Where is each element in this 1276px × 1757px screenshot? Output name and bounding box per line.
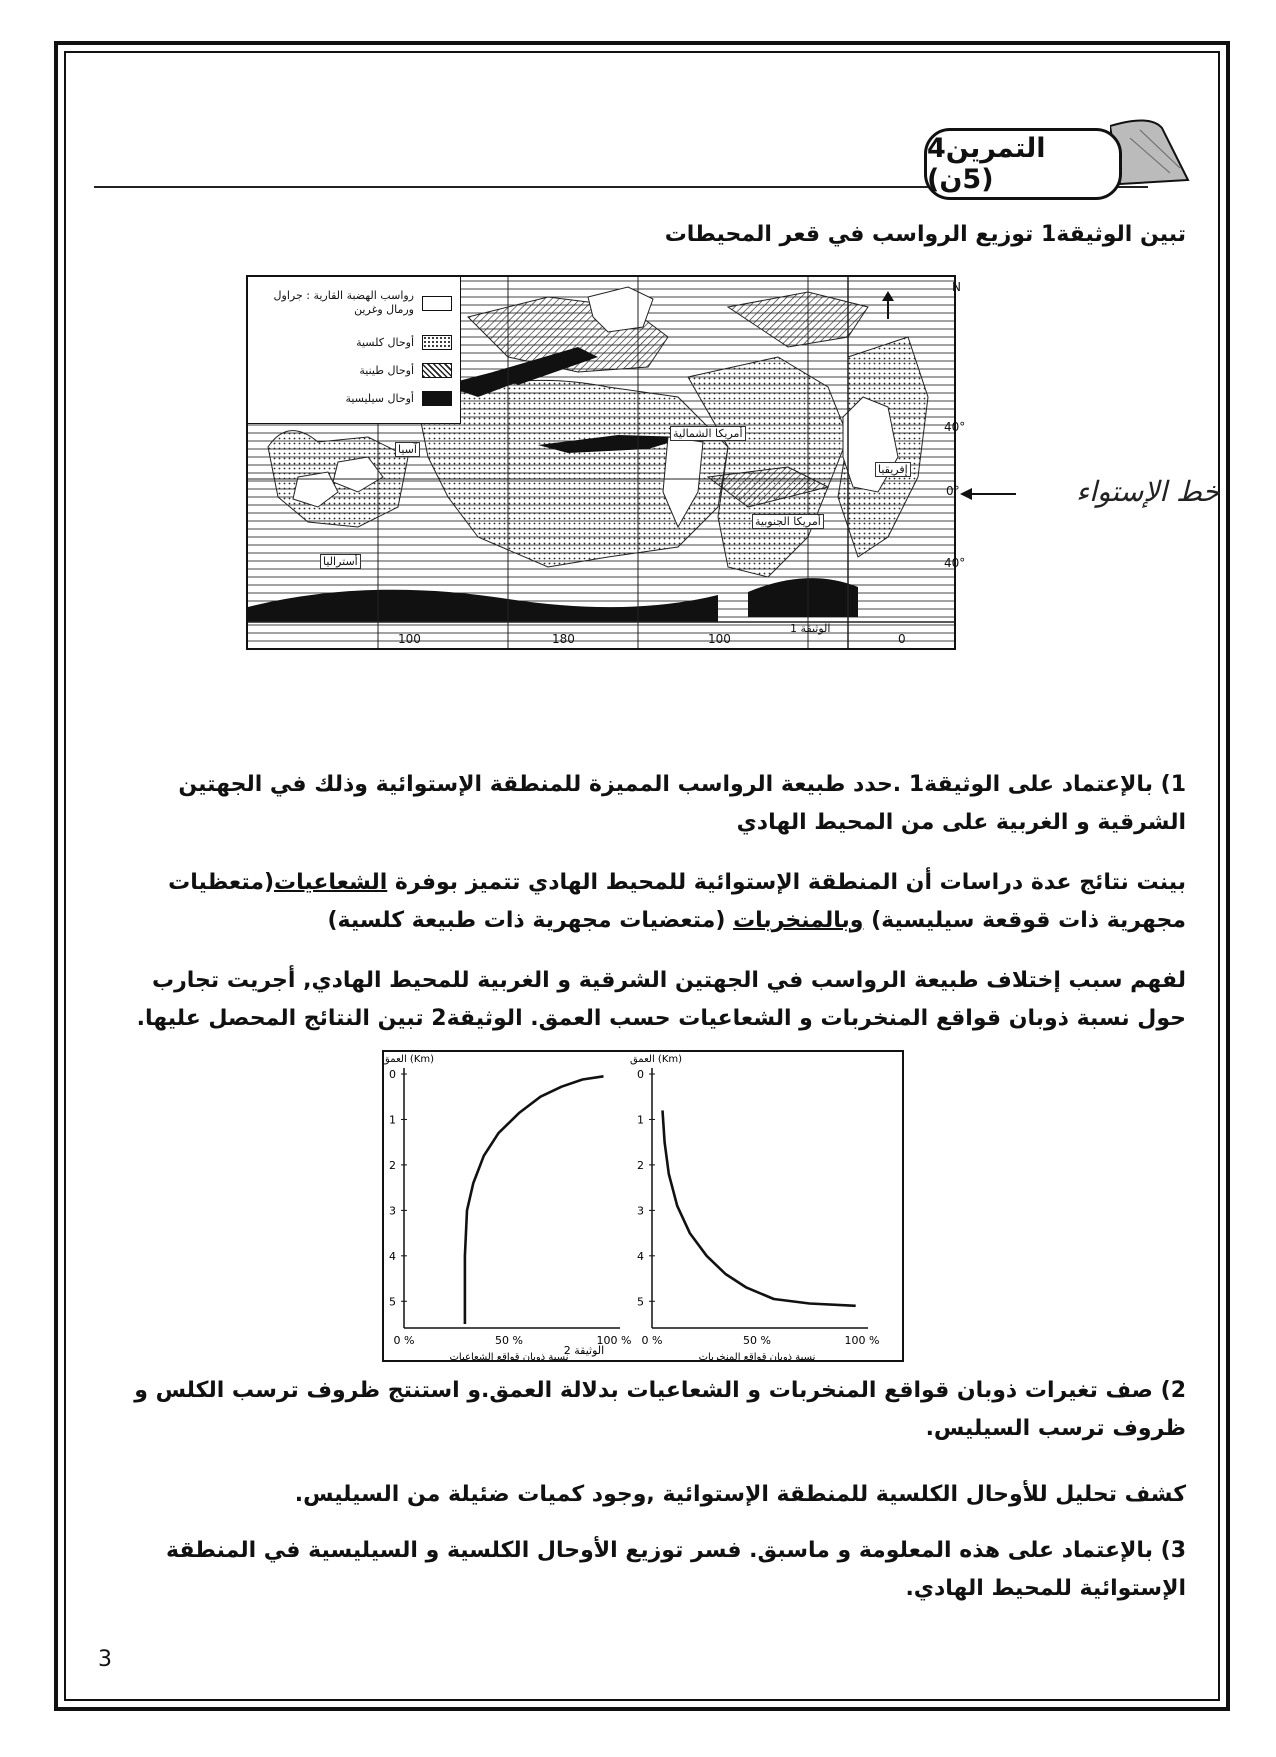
radiolarians-term: الشعاعيات xyxy=(274,870,388,895)
x-tick-label: 0 % xyxy=(393,1334,415,1347)
question-2 xyxy=(96,1372,1186,1448)
question-1-number: 1) xyxy=(1160,772,1186,797)
y-tick-label: 5 xyxy=(389,1295,396,1309)
dissolution-curve xyxy=(465,1076,604,1324)
legend-item xyxy=(345,391,452,406)
dissolution-graphs xyxy=(382,1050,904,1362)
map-legend xyxy=(248,277,461,424)
x-tick-label: 0 % xyxy=(641,1334,663,1347)
lon-tick: 100 xyxy=(398,632,421,646)
page-number: 3 xyxy=(98,1647,112,1672)
legend-label: أوحال كلسية xyxy=(356,336,414,349)
y-axis-label: العمق (Km) xyxy=(384,1054,435,1065)
paragraph-studies-post: (متعضيات مجهرية ذات طبيعة كلسية) xyxy=(327,908,734,933)
legend-label: أوحال طينية xyxy=(359,364,414,377)
dissolution-curve xyxy=(663,1110,856,1305)
legend-label: أوحال سيليسية xyxy=(345,392,414,405)
map-label-north-america: أمريكا الشمالية xyxy=(670,426,746,441)
y-axis-label: العمق (Km) xyxy=(629,1054,683,1065)
graphs-svg xyxy=(384,1052,902,1360)
lat-tick: 40° xyxy=(944,556,966,570)
page-curl-decoration xyxy=(1110,118,1190,188)
y-tick-label: 4 xyxy=(389,1249,396,1263)
question-3-number: 3) xyxy=(1160,1538,1186,1563)
equator-handwritten-note: خط الإستواء xyxy=(1076,475,1220,508)
doc2-label: الوثيقة 2 xyxy=(563,1344,605,1357)
y-tick-label: 3 xyxy=(389,1204,396,1218)
question-1 xyxy=(106,766,1186,842)
lon-tick: 100 xyxy=(708,632,731,646)
y-tick-label: 1 xyxy=(389,1113,396,1127)
map-doc-label: الوثيقة 1 xyxy=(790,622,831,635)
intro-text: تبين الوثيقة1 توزيع الرواسب في قعر المحيطات xyxy=(664,222,1186,247)
question-3-text: بالإعتماد على هذه المعلومة و ماسبق. فسر توزيع الأوحال الكلسية و السيليسية في المنطقة الإستوائية للمحيط الهادي. xyxy=(166,1538,1186,1601)
x-tick-label: 100 % xyxy=(596,1334,632,1347)
y-tick-label: 0 xyxy=(637,1068,644,1081)
map-label-south-america: أمريكا الجنوبية xyxy=(752,514,824,529)
legend-item xyxy=(359,363,452,378)
x-tick-label: 50 % xyxy=(743,1334,771,1347)
map-label-asia: آسيا xyxy=(395,442,420,457)
x-tick-label: 50 % xyxy=(495,1334,523,1347)
exercise-title-box xyxy=(924,128,1122,200)
legend-item xyxy=(356,335,452,350)
lon-tick: 180 xyxy=(552,632,575,646)
legend-label: رواسب الهضبة القارية : جراول ورمال وغرين xyxy=(273,289,414,316)
x-axis-label: نسبة ذوبان قواقع الشعاعيات xyxy=(449,1352,569,1360)
question-3 xyxy=(96,1532,1186,1608)
x-tick-label: 100 % xyxy=(844,1334,880,1347)
question-1-text: بالإعتماد على الوثيقة1 .حدد طبيعة الرواسب المميزة للمنطقة الإستوائية وذلك في الجهتين الشرقية و الغربية على من المحيط الهادي xyxy=(178,772,1186,835)
legend-item xyxy=(264,289,452,317)
paragraph-studies-pre: بينت نتائج عدة دراسات أن المنطقة الإستوائية للمحيط الهادي تتميز بوفرة xyxy=(387,870,1186,895)
paragraph-analysis: كشف تحليل للأوحال الكلسية للمنطقة الإستوائية ,وجود كميات ضئيلة من السيليس. xyxy=(294,1482,1186,1507)
lon-tick: 0 xyxy=(898,632,906,646)
paragraph-experiment: لفهم سبب إختلاف طبيعة الرواسب في الجهتين الشرقية و الغربية للمحيط الهادي, أجريت تجارب حول نسبة ذوبان قواقع المنخربات و الشعاعيات حسب العمق. الوثيقة2 تبين النتائج المحصل عليها. xyxy=(136,968,1186,1031)
map-label-australia: أستراليا xyxy=(320,554,361,569)
y-tick-label: 0 xyxy=(389,1068,396,1081)
x-axis-label: نسبة ذوبان قواقع المنخربات xyxy=(698,1352,816,1360)
lat-tick: 0° xyxy=(946,484,960,498)
y-tick-label: 3 xyxy=(637,1204,644,1218)
paragraph-studies-mid: (متعظيات مجهرية ذات قوقعة سيليسية) xyxy=(168,870,1186,933)
legend-swatch xyxy=(422,391,452,406)
legend-swatch xyxy=(422,335,452,350)
north-label: N xyxy=(952,280,961,294)
question-2-number: 2) xyxy=(1160,1378,1186,1403)
y-tick-label: 4 xyxy=(637,1249,644,1263)
equator-arrow-icon xyxy=(958,486,1018,502)
lat-tick: 40° xyxy=(944,420,966,434)
question-2-text: صف تغيرات ذوبان قواقع المنخربات و الشعاعيات بدلالة العمق.و استنتج ظروف ترسب الكلس و ظروف ترسب السيليس. xyxy=(134,1378,1186,1441)
exercise-title: التمرين4 (5ن) xyxy=(927,133,1046,195)
legend-swatch xyxy=(422,363,452,378)
foraminifera-term: وبالمنخربات xyxy=(733,908,864,933)
map-label-africa: إفريقيا xyxy=(875,462,911,477)
y-tick-label: 2 xyxy=(637,1158,644,1172)
y-tick-label: 5 xyxy=(637,1295,644,1309)
y-tick-label: 2 xyxy=(389,1158,396,1172)
paragraph-studies xyxy=(96,864,1186,940)
legend-swatch xyxy=(422,296,452,311)
y-tick-label: 1 xyxy=(637,1113,644,1127)
